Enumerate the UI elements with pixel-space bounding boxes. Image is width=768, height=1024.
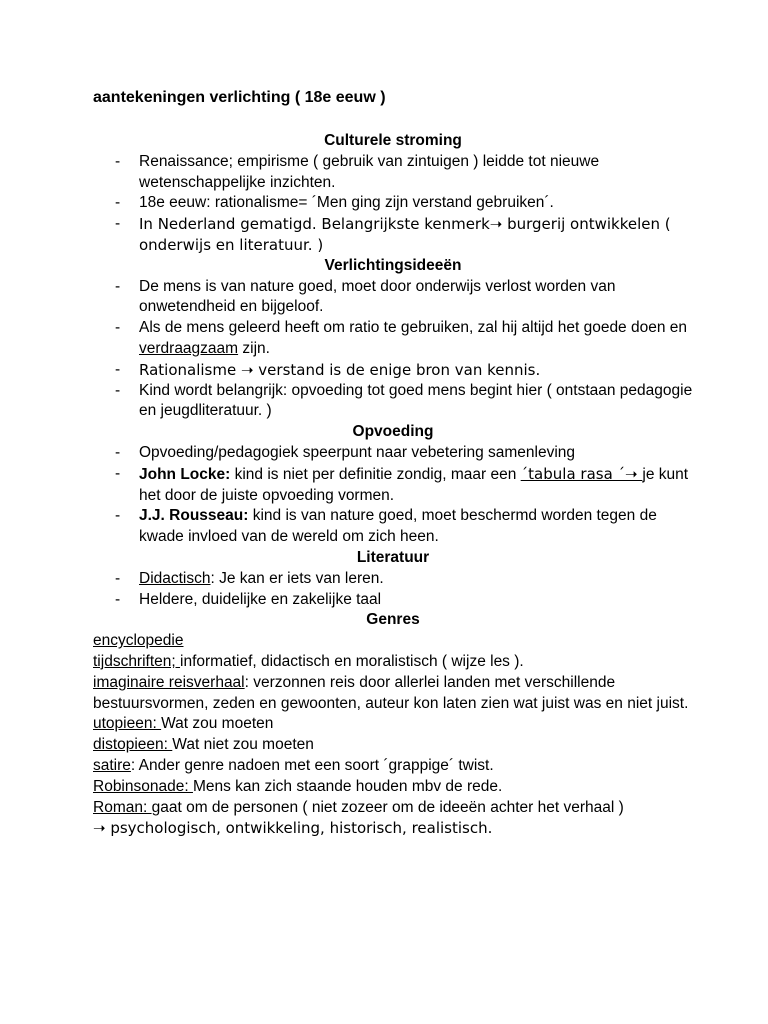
list-item-text: Opvoeding/pedagogiek speerpunt naar vebetering samenleving [139, 443, 576, 461]
underlined-term: verdraagzaam [139, 339, 239, 357]
list-dash: - [115, 194, 121, 212]
heading-verlichtingsideeen: Verlichtingsideeën [324, 256, 462, 274]
genre-text: Mens kan zich staande houden mbv de rede. [192, 777, 503, 795]
list-item-text: zijn. [238, 339, 270, 357]
heading-genres: Genres [366, 611, 420, 629]
list-item [93, 569, 693, 590]
list-item-text: Als de mens geleerd heeft om ratio te gebruiken, zal hij altijd het goede doen en [139, 319, 688, 337]
genre-text: gaat om de personen ( niet zozeer om de ideeën achter het verhaal ) [151, 798, 624, 816]
genre-term: distopieen: [93, 736, 173, 754]
genre-text: Wat zou moeten [161, 715, 274, 733]
genre-text: Wat niet zou moeten [172, 736, 314, 754]
list-dash: - [115, 215, 121, 233]
genre-term: imaginaire reisverhaal [93, 673, 245, 691]
genre-entry [93, 652, 693, 673]
list-item [93, 152, 693, 194]
list-item-text: Rationalisme ➝ verstand is de enige bron van kennis. [139, 360, 541, 379]
heading-opvoeding: Opvoeding [352, 423, 434, 441]
list-item [93, 193, 693, 214]
list-item [93, 360, 693, 381]
list-dash: - [115, 381, 121, 399]
list-dash: - [115, 569, 121, 587]
underlined-term: Didactisch [139, 569, 211, 587]
list-item-text: Kind wordt belangrijk: opvoeding tot goed mens begint hier ( ontstaan pedagogie en jeugdliteratuur. ) [139, 381, 693, 420]
genre-closing: ➝ psychologisch, ontwikkeling, historisch, realistisch. [93, 819, 493, 838]
genre-entry [93, 714, 693, 735]
genre-term: utopieen: [93, 715, 162, 733]
list-item-text: kind is niet per definitie zondig, maar een [230, 465, 521, 483]
genre-entry [93, 673, 693, 715]
person-name: J.J. Rousseau: [139, 507, 249, 525]
list-item [93, 590, 693, 611]
list-item-text: Renaissance; empirisme ( gebruik van zintuigen ) leidde tot nieuwe wetenschappelijke inzichten. [139, 152, 600, 191]
list-dash: - [115, 152, 121, 170]
list-dash: - [115, 443, 121, 461]
list-dash: - [115, 590, 121, 608]
genre-term: Robinsonade: [93, 777, 193, 795]
genre-text: informatief, didactisch en moralistisch ( wijze les ). [180, 652, 524, 670]
document-body [93, 131, 693, 839]
list-item-text: De mens is van nature goed, moet door onderwijs verlost worden van onwetendheid en bijgeloof. [139, 277, 616, 316]
list-dash: - [115, 360, 121, 378]
list-item [93, 464, 693, 507]
list-dash: - [115, 464, 121, 482]
genre-entry [93, 631, 693, 652]
genre-entry [93, 756, 693, 777]
list-item-text: Heldere, duidelijke en zakelijke taal [139, 590, 382, 608]
genre-text: : Ander genre nadoen met een soort ´grappige´ twist. [130, 756, 494, 774]
genre-entry [93, 777, 693, 798]
underlined-term: ´tabula rasa ´➝ [520, 464, 643, 483]
heading-culturele-stroming: Culturele stroming [324, 132, 462, 149]
list-dash: - [115, 507, 121, 525]
genre-term: tijdschriften; [93, 652, 181, 670]
list-item-text: kind is van nature goed, moet beschermd worden tegen de kwade invloed van de wereld om zich heen. [139, 507, 657, 546]
list-item-text: 18e eeuw: rationalisme= ´Men ging zijn verstand gebruiken´. [139, 194, 554, 212]
list-item [93, 214, 693, 256]
list-dash: - [115, 319, 121, 337]
genre-term: Roman: [93, 798, 152, 816]
heading-literatuur: Literatuur [356, 548, 430, 566]
list-item-text: In Nederland gematigd. Belangrijkste kenmerk➝ burgerij ontwikkelen ( onderwijs en literatuur. ) [139, 215, 671, 254]
genre-text: : verzonnen reis door allerlei landen met verschillende bestuursvormen, zeden en gewoonten, auteur kon laten zien wat juist was en niet juist. [93, 673, 689, 712]
genre-term: encyclopedie [93, 632, 184, 650]
list-item-text: : Je kan er iets van leren. [210, 569, 384, 587]
list-item [93, 318, 693, 360]
list-item [93, 443, 693, 464]
list-dash: - [115, 277, 121, 295]
person-name: John Locke: [139, 465, 231, 483]
genre-entry [93, 798, 693, 819]
list-item [93, 381, 693, 423]
genre-term: satire [93, 756, 131, 774]
list-item [93, 277, 693, 319]
list-item [93, 506, 693, 548]
genre-entry [93, 735, 693, 756]
document-title: aantekeningen verlichting ( 18e eeuw ) [93, 89, 386, 106]
list-item-text: je kunt het door de juiste opvoeding vormen. [139, 465, 689, 504]
